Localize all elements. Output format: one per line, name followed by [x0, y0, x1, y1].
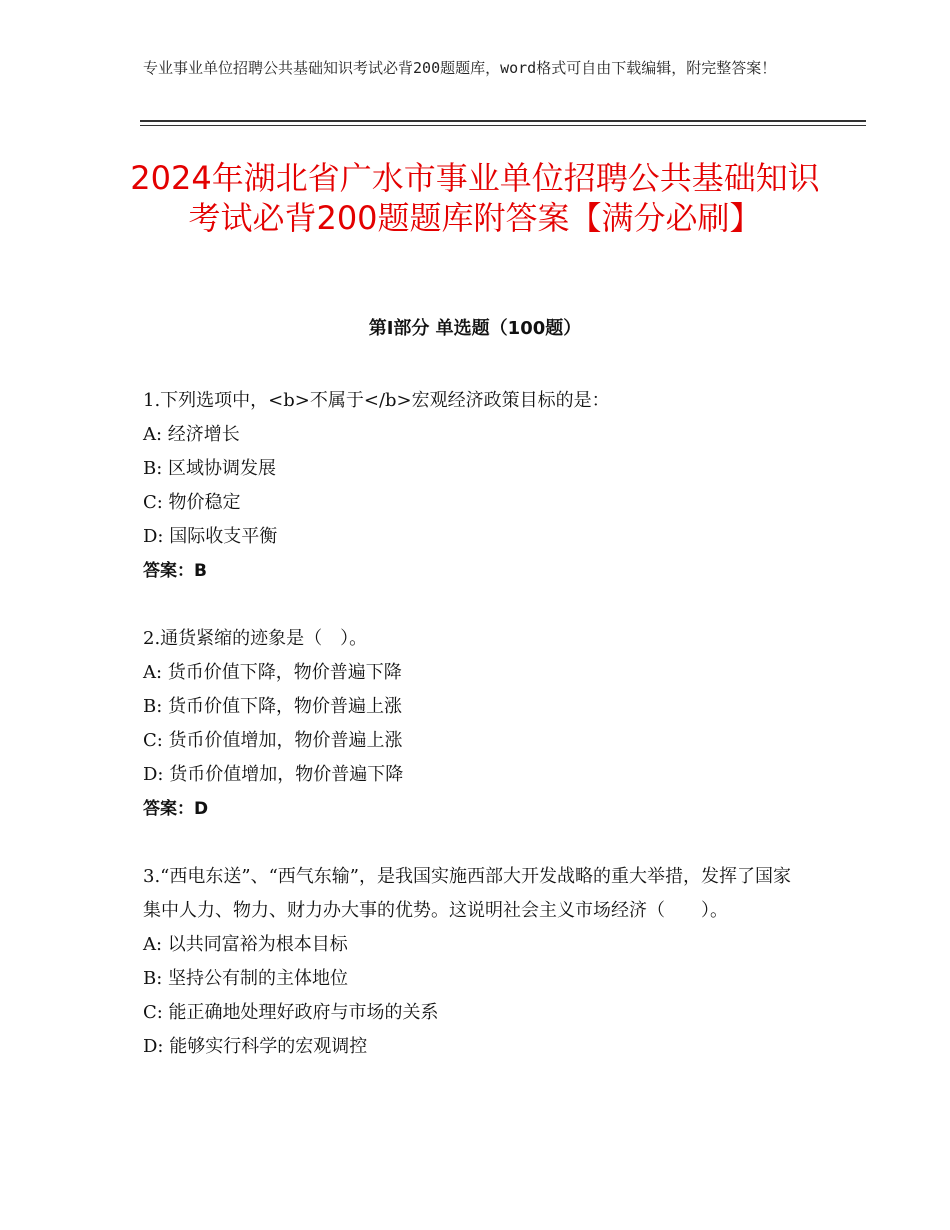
question-3 [143, 860, 803, 1064]
question-text: 1.下列选项中，<b>不属于</b>宏观经济政策目标的是： [143, 390, 610, 411]
question-list [143, 384, 803, 1098]
header-note: 专业事业单位招聘公共基础知识考试必背200题题库，word格式可自由下载编辑，附完整答案！ [143, 59, 777, 77]
option-d: D: 能够实行科学的宏观调控 [143, 1036, 368, 1057]
header-divider [140, 120, 866, 126]
question-1 [143, 384, 803, 588]
question-2 [143, 622, 803, 826]
option-b: B: 坚持公有制的主体地位 [143, 968, 349, 989]
section-title: 第I部分 单选题（100题） [368, 318, 582, 339]
option-d: D: 货币价值增加，物价普遍下降 [143, 764, 404, 785]
option-c: C: 货币价值增加，物价普遍上涨 [143, 730, 403, 751]
option-d: D: 国际收支平衡 [143, 526, 278, 547]
question-text: 2.通货紧缩的迹象是（ ）。 [143, 628, 368, 649]
answer: 答案：B [143, 561, 207, 581]
option-c: C: 能正确地处理好政府与市场的关系 [143, 1002, 439, 1023]
document-title: 2024年湖北省广水市事业单位招聘公共基础知识考试必背200题题库附答案【满分必刷】 [130, 159, 820, 237]
option-a: A: 经济增长 [143, 424, 240, 445]
question-text: 3.“西电东送”、“西气东输”，是我国实施西部大开发战略的重大举措，发挥了国家集中人力、物力、财力办大事的优势。这说明社会主义市场经济（ ）。 [143, 866, 791, 921]
option-a: A: 货币价值下降，物价普遍下降 [143, 662, 402, 683]
option-b: B: 区域协调发展 [143, 458, 277, 479]
option-c: C: 物价稳定 [143, 492, 241, 513]
option-b: B: 货币价值下降，物价普遍上涨 [143, 696, 403, 717]
answer: 答案：D [143, 799, 209, 819]
option-a: A: 以共同富裕为根本目标 [143, 934, 348, 955]
